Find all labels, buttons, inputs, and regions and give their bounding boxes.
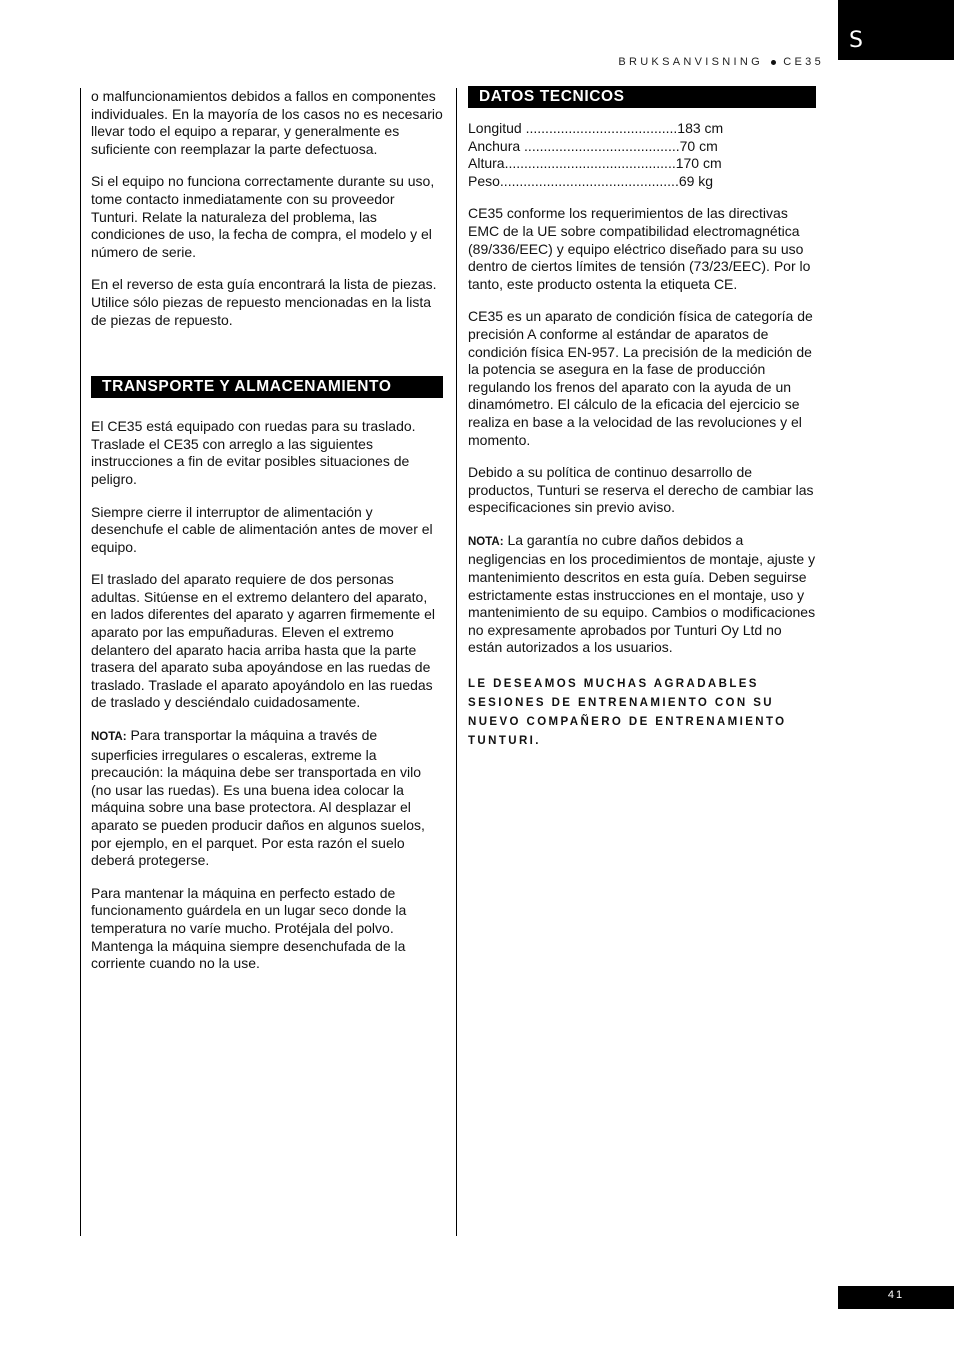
model-name: CE35 bbox=[783, 56, 824, 68]
running-header bbox=[618, 56, 824, 68]
storage-paragraph: Para mantenar la máquina en perfecto estado de funcionamento guárdela en un lugar seco donde la temperatura no varíe mucho. Protéjala del polvo. Mantenga la máquina siempre desenchufada de la corriente cuando no la use. bbox=[91, 884, 407, 972]
intro-paragraph: o malfuncionamientos debidos a fallos en componentes individuales. En la mayoría de los casos no es necesario llevar todo el equipo a reparar, y generalmente es suficiente con reemplazar la parte defectuosa. bbox=[91, 88, 443, 157]
note-label: NOTA: bbox=[91, 731, 127, 744]
compliance-paragraph: CE35 conforme los requerimientos de las directivas EMC de la UE sobre compatibilidad electromagnética (89/336/EEC) y equipo eléctrico diseñado para su uso dentro de ciertos límites de tensión (73/23/EEC). Por lo tanto, este producto ostenta la etiqueta CE. bbox=[468, 205, 811, 292]
center-column-rule bbox=[456, 88, 457, 1236]
warranty-note bbox=[468, 532, 816, 657]
spec-width: Anchura ........................................70 cm bbox=[468, 137, 718, 154]
running-title: BRUKSANVISNING bbox=[618, 56, 763, 68]
transport-paragraph: Siempre cierre il interruptor de alimentación y desenchufe el cable de alimentación antes de mover el equipo. bbox=[91, 503, 433, 555]
policy-paragraph: Debido a su política de continuo desarrollo de productos, Tunturi se reserva el derecho de cambiar las especificaciones sin previo aviso. bbox=[468, 464, 814, 516]
precision-paragraph: CE35 es un aparato de condición física de categoría de precisión A conforme al estándar de aparatos de condición física EN-957. La precisión de la medición de la potencia se asegura en la fase de producción regulando los frenos del aparato con la ayuda de un dinamómetro. El cálculo de la eficacia del ejercicio se realiza en base a la velocidad de las revoluciones y el momento. bbox=[468, 308, 813, 448]
transport-paragraph: El traslado del aparato requiere de dos personas adultas. Sitúense en el extremo delantero del aparato, en lados diferentes del aparato y agarren firmemente el aparato por las empuñaduras. Eleven el extremo delantero del aparato hacia arriba hasta que la parte trasera del aparato suba apoyándose en las ruedas de traslado. Traslade el aparato apoyándolo en las ruedas de traslado y desciéndalo cuidadosamente. bbox=[91, 571, 435, 711]
specs-heading: DATOS TECNICOS bbox=[468, 86, 816, 108]
closing-message: LE DESEAMOS MUCHAS AGRADABLES SESIONES DE ENTRENAMIENTO CON SU NUEVO COMPAÑERO DE ENTRENAMIENTO TUNTURI. bbox=[468, 678, 787, 748]
note-text: Para transportar la máquina a través de superficies irregulares o escaleras, extreme la precaución: la máquina debe ser transportada en vilo (no usar las ruedas). Es una buena idea colocar la máquina sobre una base protectora. Al desplazar el aparato se pueden producir daños en algunos suelos, por ejemplo, en el parquet. Por esta razón el suelo deberá protegerse. bbox=[91, 727, 425, 869]
left-column bbox=[91, 88, 443, 988]
transport-paragraph: El CE35 está equipado con ruedas para su traslado. Traslade el CE35 con arreglo a las siguientes instrucciones a fin de evitar posibles situaciones de peligro. bbox=[91, 418, 416, 487]
transport-heading: TRANSPORTE Y ALMACENAMIENTO bbox=[91, 376, 443, 398]
spec-length: Longitud .......................................183 cm bbox=[468, 120, 724, 136]
intro-paragraph: Si el equipo no funciona correctamente durante su uso, tome contacto inmediatamente con su proveedor Tunturi. Relate la naturaleza del problema, las condiciones de uso, la fecha de compra, el modelo y el número de serie. bbox=[91, 173, 435, 260]
spec-weight: Peso..............................................69 kg bbox=[468, 172, 714, 189]
spec-height: Altura............................................170 cm bbox=[468, 155, 722, 172]
page-number: 41 bbox=[838, 1286, 954, 1309]
section-tab-letter: S bbox=[849, 28, 863, 53]
intro-paragraph: En el reverso de esta guía encontrará la lista de piezas. Utilice sólo piezas de repuesto mencionadas en la lista de piezas de repuesto. bbox=[91, 276, 437, 328]
note-text: La garantía no cubre daños debidos a negligencias en los procedimientos de montaje, ajuste y mantenimiento descritos en esta guía. Deben seguirse estrictamente estas instrucciones en el montaje, uso y mantenimiento de su equipo. Cambios o modificaciones no expresamente aprobados por Tunturi Oy Ltd no están autorizados a los usuarios. bbox=[468, 531, 816, 656]
specs-list bbox=[468, 120, 816, 190]
note-label: NOTA: bbox=[468, 535, 504, 548]
left-column-rule bbox=[80, 88, 81, 1236]
transport-note bbox=[91, 727, 443, 870]
bullet-dot-icon bbox=[771, 60, 776, 65]
right-column bbox=[468, 86, 816, 751]
section-tab bbox=[838, 0, 954, 60]
